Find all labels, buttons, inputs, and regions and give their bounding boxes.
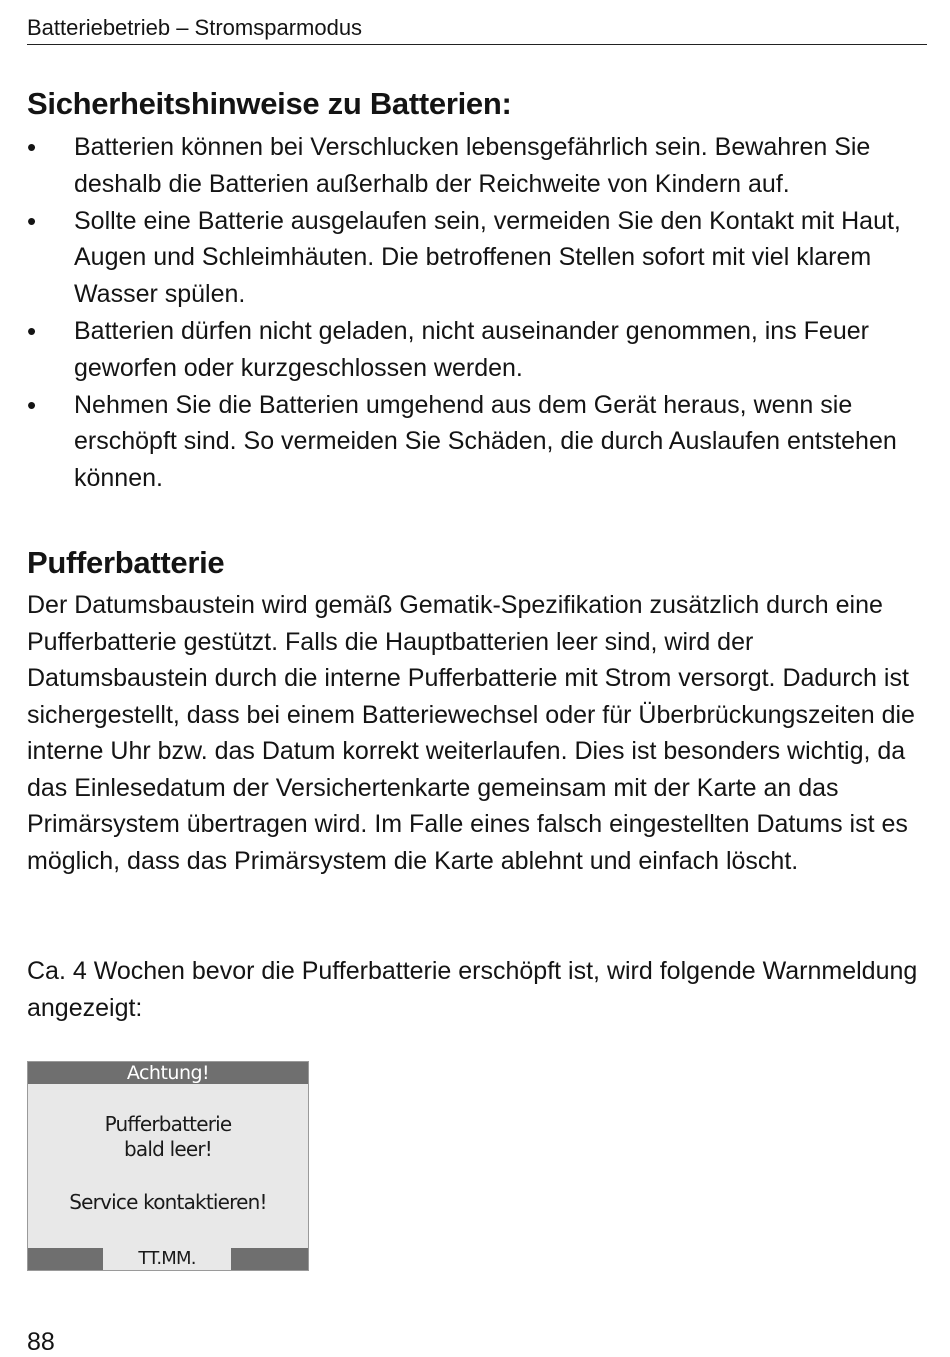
- buffer-paragraph-2: Ca. 4 Wochen bevor die Pufferbatterie erschöpft ist, wird folgende Warnmeldung angezeigt:: [27, 957, 918, 1022]
- page-number: 88: [27, 1328, 55, 1356]
- running-header: Batteriebetrieb – Stromsparmodus: [27, 14, 927, 45]
- display-title: Achtung!: [28, 1062, 308, 1084]
- buffer-battery-heading: Pufferbatterie: [27, 545, 225, 580]
- list-item: • Sollte eine Batterie ausgelaufen sein, vermeiden Sie den Kontakt mit Haut, Augen und Schleimhäuten. Die betroffenen Stellen sofort mit viel klarem Wasser spülen.: [27, 203, 927, 313]
- list-item: • Batterien dürfen nicht geladen, nicht auseinander genommen, ins Feuer geworfen oder kurzgeschlossen werden.: [27, 313, 927, 387]
- list-item: • Batterien können bei Verschlucken lebensgefährlich sein. Bewahren Sie deshalb die Batterien außerhalb der Reichweite von Kindern auf.: [27, 129, 927, 203]
- display-softkey-left: [28, 1248, 103, 1270]
- safety-heading: Sicherheitshinweise zu Batterien:: [27, 86, 512, 121]
- device-display-warning: [27, 1061, 309, 1271]
- display-line-1: Pufferbatterie: [104, 1112, 232, 1136]
- display-softkey-right: [231, 1248, 308, 1270]
- safety-bullet-list: [27, 129, 927, 497]
- list-item: • Nehmen Sie die Batterien umgehend aus dem Gerät heraus, wenn sie erschöpft sind. So vermeiden Sie Schäden, die durch Auslaufen entstehen können.: [27, 387, 927, 497]
- display-date: TT.MM.: [138, 1248, 196, 1269]
- display-line-2: bald leer!: [124, 1137, 212, 1161]
- display-service-line: Service kontaktieren!: [69, 1190, 267, 1214]
- display-message: [28, 1112, 308, 1162]
- buffer-paragraph-1: Der Datumsbaustein wird gemäß Gematik-Spezifikation zusätzlich durch eine Pufferbatterie gestützt. Falls die Hauptbatterien leer sind, wird der Datumsbaustein durch die interne Pufferbatterie mit Strom versorgt. Dadurch ist sichergestellt, dass bei einem Batteriewechsel oder für Überbrückungszeiten die interne Uhr bzw. das Datum korrekt weiterlaufen. Dies ist besonders wichtig, da das Einlesedatum der Versichertenkarte gemeinsam mit der Karte an das Primärsystem übertragen wird. Im Falle eines falsch eingestellten Datums ist es möglich, dass das Primärsystem die Karte ablehnt und einfach löscht.: [27, 591, 915, 875]
